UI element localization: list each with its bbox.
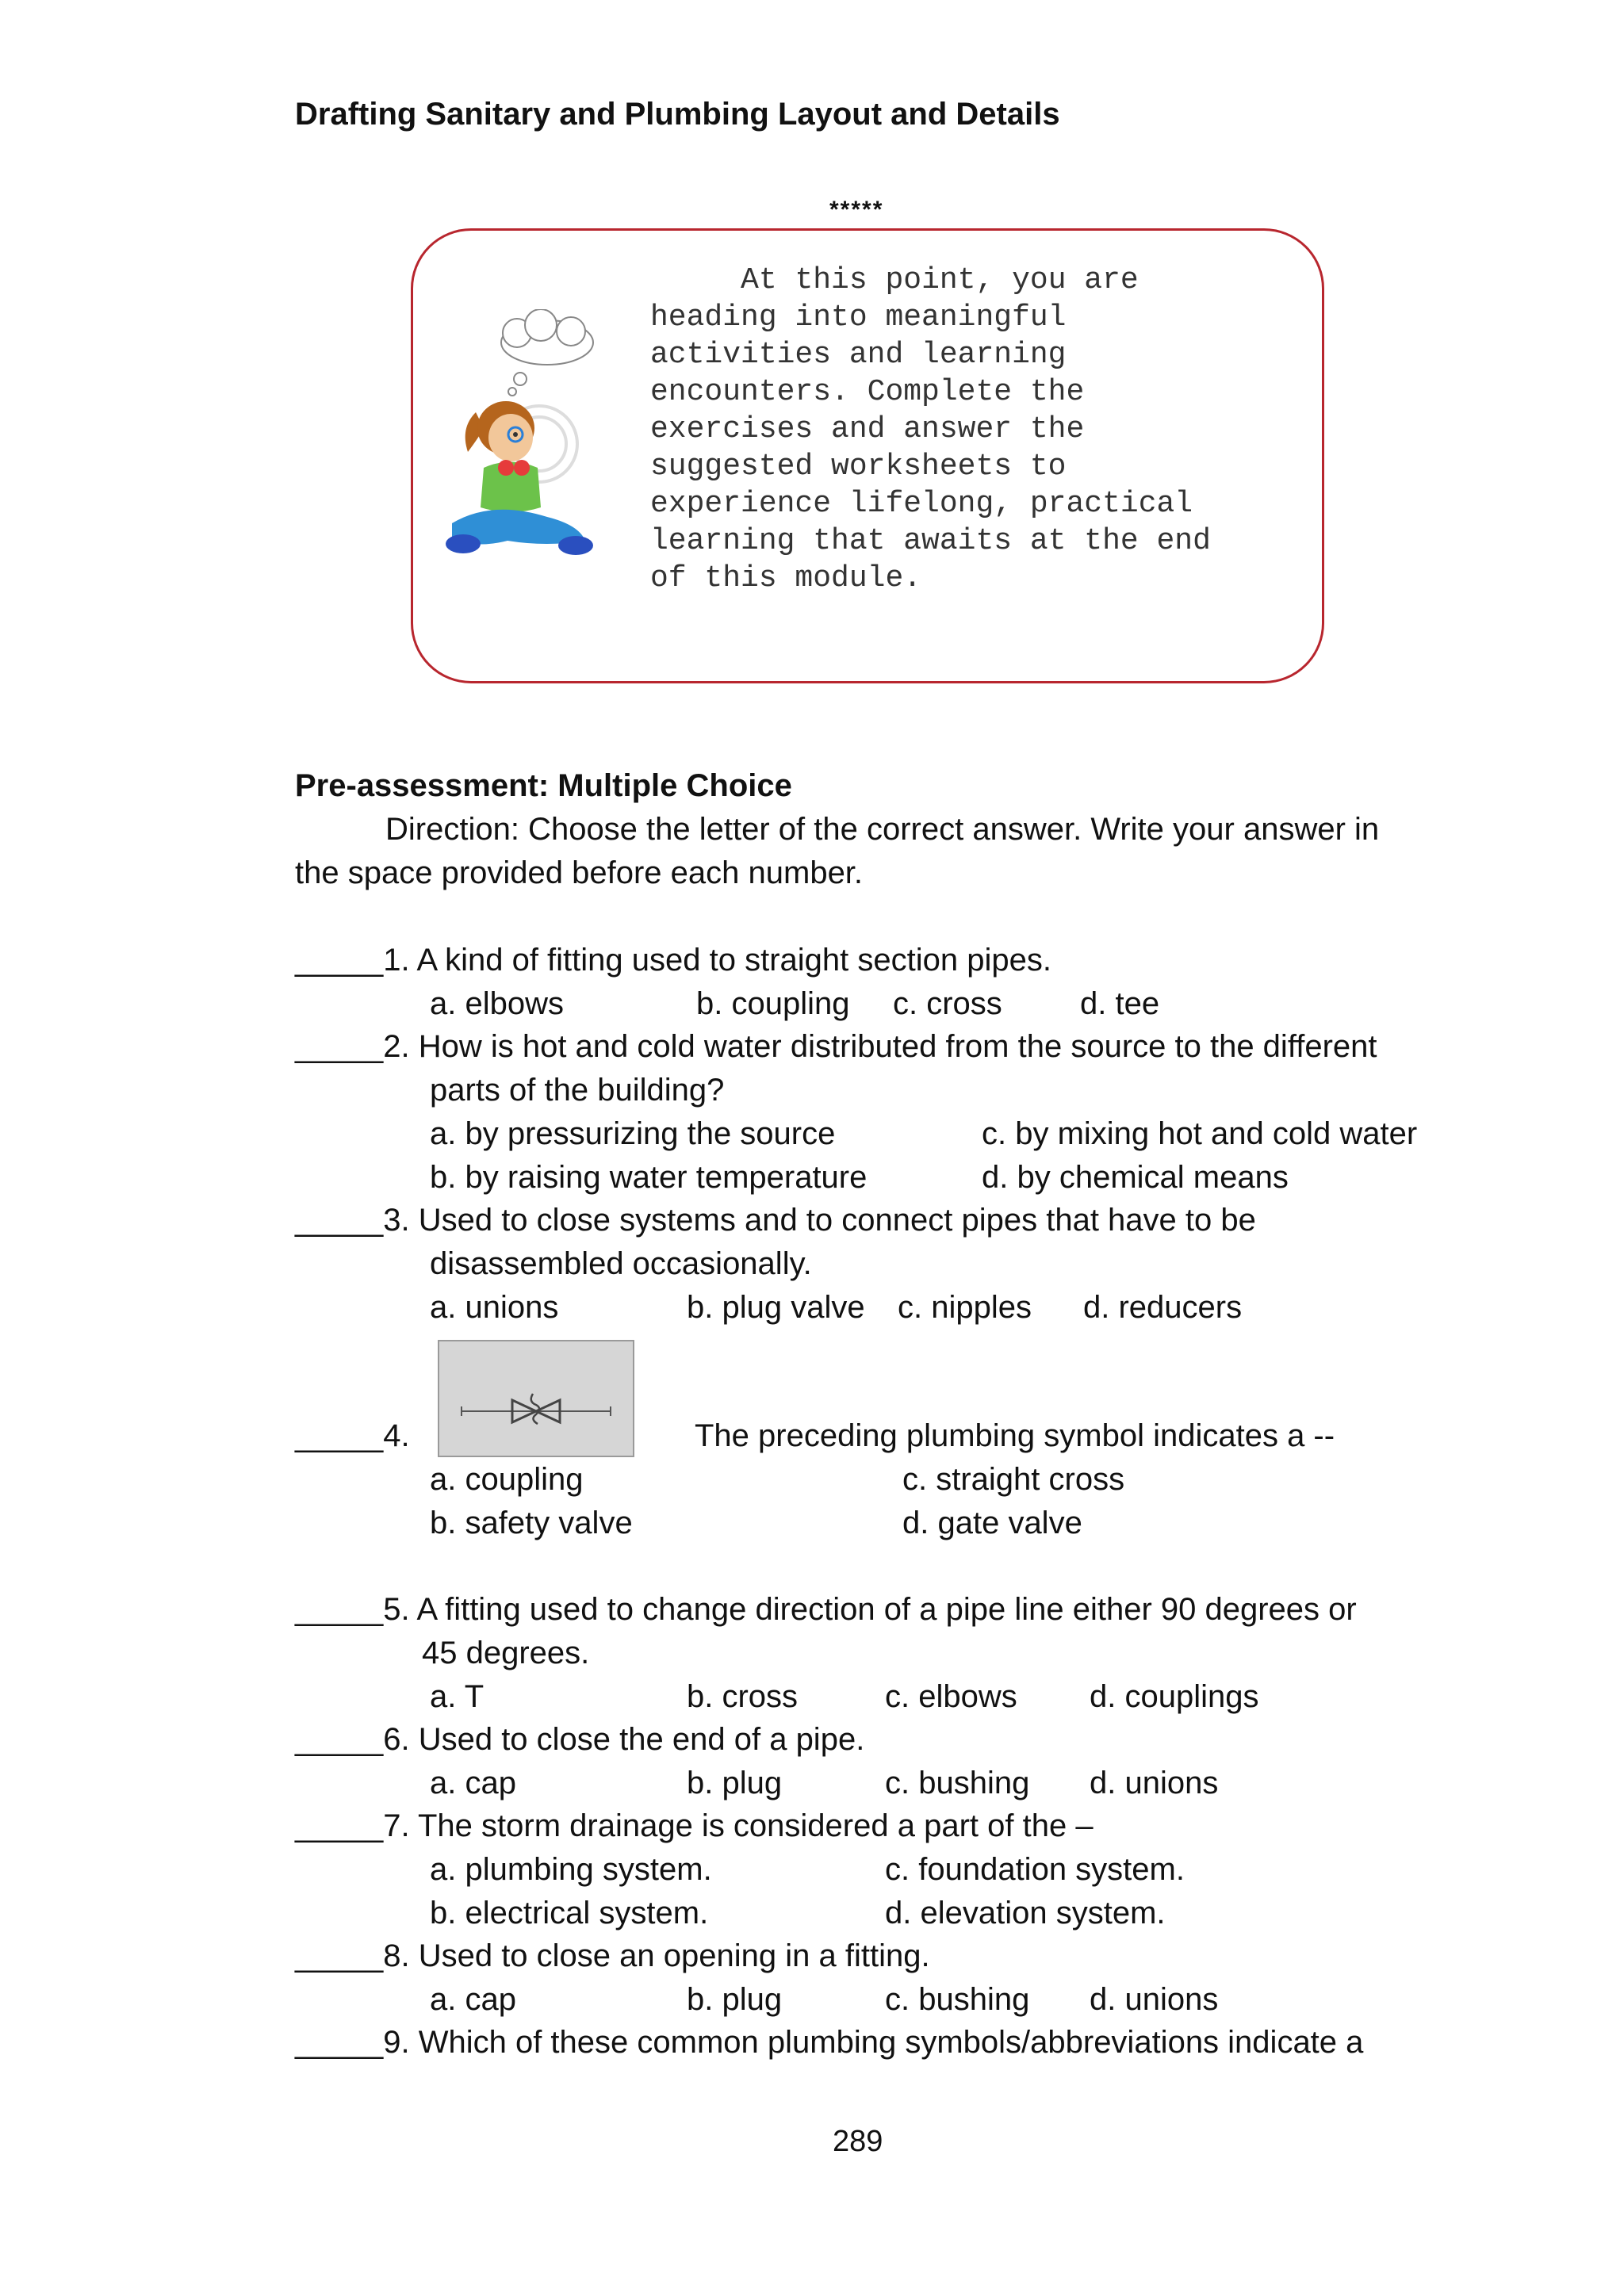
q6-option-d: d. unions: [1090, 1766, 1219, 1800]
thought-cloud-icon: [501, 309, 593, 396]
q8-option-b: b. plug: [687, 1982, 783, 2017]
question-8: _____8. Used to close an opening in a fitting.: [295, 1938, 930, 1973]
page-header-title: Drafting Sanitary and Plumbing Layout and Details: [295, 97, 1060, 132]
q7-option-c: c. foundation system.: [885, 1852, 1185, 1887]
direction-line-2: the space provided before each number.: [295, 855, 864, 890]
direction-line-1: Direction: Choose the letter of the correct answer. Write your answer in: [385, 812, 1380, 847]
question-3-line-2: disassembled occasionally.: [430, 1246, 812, 1281]
q2-option-c: c. by mixing hot and cold water: [982, 1116, 1418, 1151]
q7-option-a: a. plumbing system.: [430, 1852, 712, 1887]
question-4-number: _____4.: [295, 1418, 410, 1453]
question-5-line-2: 45 degrees.: [422, 1636, 590, 1670]
q2-option-d: d. by chemical means: [982, 1160, 1289, 1195]
q5-option-c: c. elbows: [885, 1679, 1017, 1714]
q3-option-c: c. nipples: [898, 1290, 1032, 1325]
question-9: _____9. Which of these common plumbing symbols/abbreviations indicate a: [295, 2025, 1364, 2060]
q5-option-a: a. T: [430, 1679, 485, 1714]
q2-option-b: b. by raising water temperature: [430, 1160, 868, 1195]
q1-option-d: d. tee: [1080, 986, 1160, 1021]
thinking-girl-illustration: [444, 309, 650, 579]
q3-option-a: a. unions: [430, 1290, 559, 1325]
q4-option-c: c. straight cross: [902, 1462, 1125, 1497]
q5-option-b: b. cross: [687, 1679, 799, 1714]
q2-option-a: a. by pressurizing the source: [430, 1116, 836, 1151]
q4-option-b: b. safety valve: [430, 1506, 633, 1540]
question-7: _____7. The storm drainage is considered a part of the –: [295, 1808, 1094, 1843]
valve-symbol-icon: [439, 1341, 633, 1456]
q1-option-b: b. coupling: [696, 986, 850, 1021]
q4-option-d: d. gate valve: [902, 1506, 1082, 1540]
q8-option-d: d. unions: [1090, 1982, 1219, 2017]
question-5: _____5. A fitting used to change direction of a pipe line either 90 degrees or: [295, 1592, 1357, 1627]
q6-option-c: c. bushing: [885, 1766, 1030, 1800]
q8-option-c: c. bushing: [885, 1982, 1030, 2017]
q6-option-a: a. cap: [430, 1766, 516, 1800]
question-2: _____2. How is hot and cold water distributed from the source to the different: [295, 1029, 1377, 1064]
page-number: 289: [833, 2125, 883, 2158]
separator-stars: *****: [829, 197, 884, 223]
q7-option-b: b. electrical system.: [430, 1896, 709, 1931]
question-3: _____3. Used to close systems and to connect pipes that have to be: [295, 1203, 1256, 1238]
q8-option-a: a. cap: [430, 1982, 516, 2017]
question-4: The preceding plumbing symbol indicates a --: [695, 1418, 1335, 1453]
q3-option-d: d. reducers: [1083, 1290, 1243, 1325]
question-1: _____1. A kind of fitting used to straight section pipes.: [295, 943, 1051, 978]
q7-option-d: d. elevation system.: [885, 1896, 1166, 1931]
q4-option-a: a. coupling: [430, 1462, 584, 1497]
q5-option-d: d. couplings: [1090, 1679, 1259, 1714]
gate-valve-symbol-image: [438, 1340, 634, 1457]
section-title: Pre-assessment: Multiple Choice: [295, 768, 792, 803]
q1-option-c: c. cross: [893, 986, 1002, 1021]
callout-text: At this point, you are heading into meaningful activities and learning encounters. Complete the exercises and answer the suggested worksheets to experience lifelong, practical learning that awaits at the end of this module.: [650, 263, 1211, 595]
q6-option-b: b. plug: [687, 1766, 783, 1800]
question-2-line-2: parts of the building?: [430, 1073, 725, 1108]
question-6: _____6. Used to close the end of a pipe.: [295, 1722, 865, 1757]
q3-option-b: b. plug valve: [687, 1290, 865, 1325]
q1-option-a: a. elbows: [430, 986, 564, 1021]
